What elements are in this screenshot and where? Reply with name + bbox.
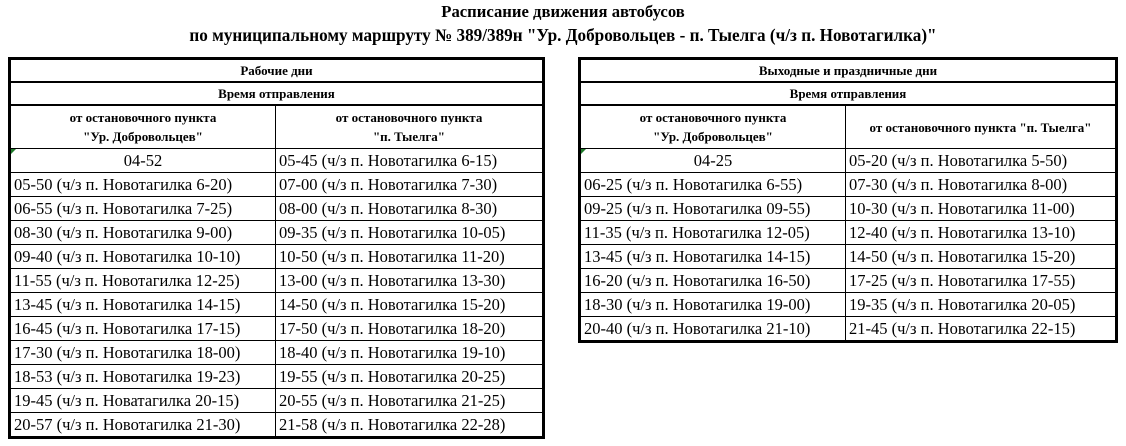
departure-from-tyelga-cell[interactable]: 17-25 (ч/з п. Новотагилка 17-55) (846, 269, 1117, 293)
departure-from-tyelga-cell[interactable]: 13-00 (ч/з п. Новотагилка 13-30) (276, 269, 544, 293)
departure-from-dobrovoltsev-cell[interactable]: 06-25 (ч/з п. Новотагилка 6-55) (580, 173, 846, 197)
weekday-schedule-table (8, 57, 545, 439)
weekend-table-row (580, 197, 1117, 221)
weekend-schedule-table (578, 57, 1118, 343)
weekday-table-row (10, 149, 544, 173)
departure-from-tyelga-cell[interactable]: 09-35 (ч/з п. Новотагилка 10-05) (276, 221, 544, 245)
weekday-table-row (10, 173, 544, 197)
weekday-table-row (10, 317, 544, 341)
departure-from-dobrovoltsev-cell[interactable]: 13-45 (ч/з п. Новотагилка 14-15) (10, 293, 276, 317)
departure-from-tyelga-cell[interactable]: 14-50 (ч/з п. Новотагилка 15-20) (846, 245, 1117, 269)
departure-from-dobrovoltsev-cell[interactable]: 20-57 (ч/з п. Новотагилка 21-30) (10, 413, 276, 438)
header-line: от остановочного пункта (639, 110, 787, 125)
departure-from-tyelga-cell[interactable]: 12-40 (ч/з п. Новотагилка 13-10) (846, 221, 1117, 245)
header-line: "Ур. Добровольцев" (83, 129, 203, 144)
departure-from-tyelga-cell[interactable]: 08-00 (ч/з п. Новотагилка 8-30) (276, 197, 544, 221)
weekend-table-row (580, 173, 1117, 197)
departure-from-dobrovoltsev-cell[interactable]: 20-40 (ч/з п. Новотагилка 21-10) (580, 317, 846, 342)
departure-from-dobrovoltsev-cell[interactable]: 18-53 (ч/з п. Новотагилка 19-23) (10, 365, 276, 389)
departure-from-tyelga-cell[interactable]: 21-58 (ч/з п. Новотагилка 22-28) (276, 413, 544, 438)
weekend-table-row (580, 245, 1117, 269)
header-line: от остановочного пункта (335, 110, 483, 125)
departure-from-tyelga-cell[interactable]: 10-50 (ч/з п. Новотагилка 11-20) (276, 245, 544, 269)
weekend-table-row (580, 149, 1117, 173)
header-line: от остановочного пункта (69, 110, 217, 125)
weekend-table-row (580, 221, 1117, 245)
departure-from-tyelga-cell[interactable]: 10-30 (ч/з п. Новотагилка 11-00) (846, 197, 1117, 221)
schedule-title: Расписание движения автобусов (441, 2, 685, 21)
departure-from-tyelga-cell[interactable]: 05-45 (ч/з п. Новотагилка 6-15) (276, 149, 544, 173)
departure-from-dobrovoltsev-cell[interactable]: 16-45 (ч/з п. Новотагилка 17-15) (10, 317, 276, 341)
weekday-table-row (10, 341, 544, 365)
weekend-heading: Выходные и праздничные дни (580, 59, 1117, 83)
departure-from-dobrovoltsev-cell[interactable]: 18-30 (ч/з п. Новотагилка 19-00) (580, 293, 846, 317)
weekday-table-row (10, 365, 544, 389)
departure-from-tyelga-cell[interactable]: 07-00 (ч/з п. Новотагилка 7-30) (276, 173, 544, 197)
departure-from-tyelga-cell[interactable]: 18-40 (ч/з п. Новотагилка 19-10) (276, 341, 544, 365)
departure-from-dobrovoltsev-cell[interactable]: 04-25 (580, 149, 846, 173)
weekend-departure-time-heading: Время отправления (580, 82, 1117, 105)
route-subtitle: по муниципальному маршруту № 389/389н "Ур. Добровольцев - п. Тыелга (ч/з п. Новотагилка)" (189, 25, 937, 45)
departure-from-dobrovoltsev-cell[interactable]: 16-20 (ч/з п. Новотагилка 16-50) (580, 269, 846, 293)
weekend-col-dobrovoltsev-header (580, 105, 846, 149)
weekday-col-dobrovoltsev-header (10, 105, 276, 149)
weekday-col-tyelga-header (276, 105, 544, 149)
departure-from-tyelga-cell[interactable]: 21-45 (ч/з п. Новотагилка 22-15) (846, 317, 1117, 342)
weekend-table-row (580, 317, 1117, 342)
weekend-col-tyelga-header: от остановочного пункта "п. Тыелга" (846, 105, 1117, 149)
departure-from-tyelga-cell[interactable]: 20-55 (ч/з п. Новотагилка 21-25) (276, 389, 544, 413)
weekday-table-row (10, 197, 544, 221)
departure-from-tyelga-cell[interactable]: 19-35 (ч/з п. Новотагилка 20-05) (846, 293, 1117, 317)
departure-from-dobrovoltsev-cell[interactable]: 11-35 (ч/з п. Новотагилка 12-05) (580, 221, 846, 245)
departure-from-dobrovoltsev-cell[interactable]: 11-55 (ч/з п. Новотагилка 12-25) (10, 269, 276, 293)
weekday-table-row (10, 293, 544, 317)
departure-from-dobrovoltsev-cell[interactable]: 09-40 (ч/з п. Новотагилка 10-10) (10, 245, 276, 269)
header-line: "Ур. Добровольцев" (653, 129, 773, 144)
weekday-table-row (10, 221, 544, 245)
weekday-table-row (10, 389, 544, 413)
departure-from-dobrovoltsev-cell[interactable]: 05-50 (ч/з п. Новотагилка 6-20) (10, 173, 276, 197)
weekday-departure-time-heading: Время отправления (10, 82, 544, 105)
departure-from-dobrovoltsev-cell[interactable]: 17-30 (ч/з п. Новотагилка 18-00) (10, 341, 276, 365)
departure-from-dobrovoltsev-cell[interactable]: 13-45 (ч/з п. Новотагилка 14-15) (580, 245, 846, 269)
departure-from-tyelga-cell[interactable]: 05-20 (ч/з п. Новотагилка 5-50) (846, 149, 1117, 173)
departure-from-tyelga-cell[interactable]: 17-50 (ч/з п. Новотагилка 18-20) (276, 317, 544, 341)
departure-from-tyelga-cell[interactable]: 14-50 (ч/з п. Новотагилка 15-20) (276, 293, 544, 317)
departure-from-dobrovoltsev-cell[interactable]: 04-52 (10, 149, 276, 173)
cell-comment-marker-icon (581, 149, 586, 154)
departure-from-dobrovoltsev-cell[interactable]: 08-30 (ч/з п. Новотагилка 9-00) (10, 221, 276, 245)
departure-from-tyelga-cell[interactable]: 07-30 (ч/з п. Новотагилка 8-00) (846, 173, 1117, 197)
departure-from-dobrovoltsev-cell[interactable]: 19-45 (ч/з п. Новатагилка 20-15) (10, 389, 276, 413)
weekday-table-row (10, 269, 544, 293)
departure-from-dobrovoltsev-cell[interactable]: 06-55 (ч/з п. Новотагилка 7-25) (10, 197, 276, 221)
header-line: "п. Тыелга" (372, 129, 446, 144)
cell-comment-marker-icon (11, 149, 16, 154)
weekend-table-row (580, 269, 1117, 293)
weekend-table-row (580, 293, 1117, 317)
departure-from-dobrovoltsev-cell[interactable]: 09-25 (ч/з п. Новотагилка 09-55) (580, 197, 846, 221)
weekday-table-row (10, 245, 544, 269)
departure-from-tyelga-cell[interactable]: 19-55 (ч/з п. Новотагилка 20-25) (276, 365, 544, 389)
weekday-table-row (10, 413, 544, 438)
weekday-heading: Рабочие дни (10, 59, 544, 83)
